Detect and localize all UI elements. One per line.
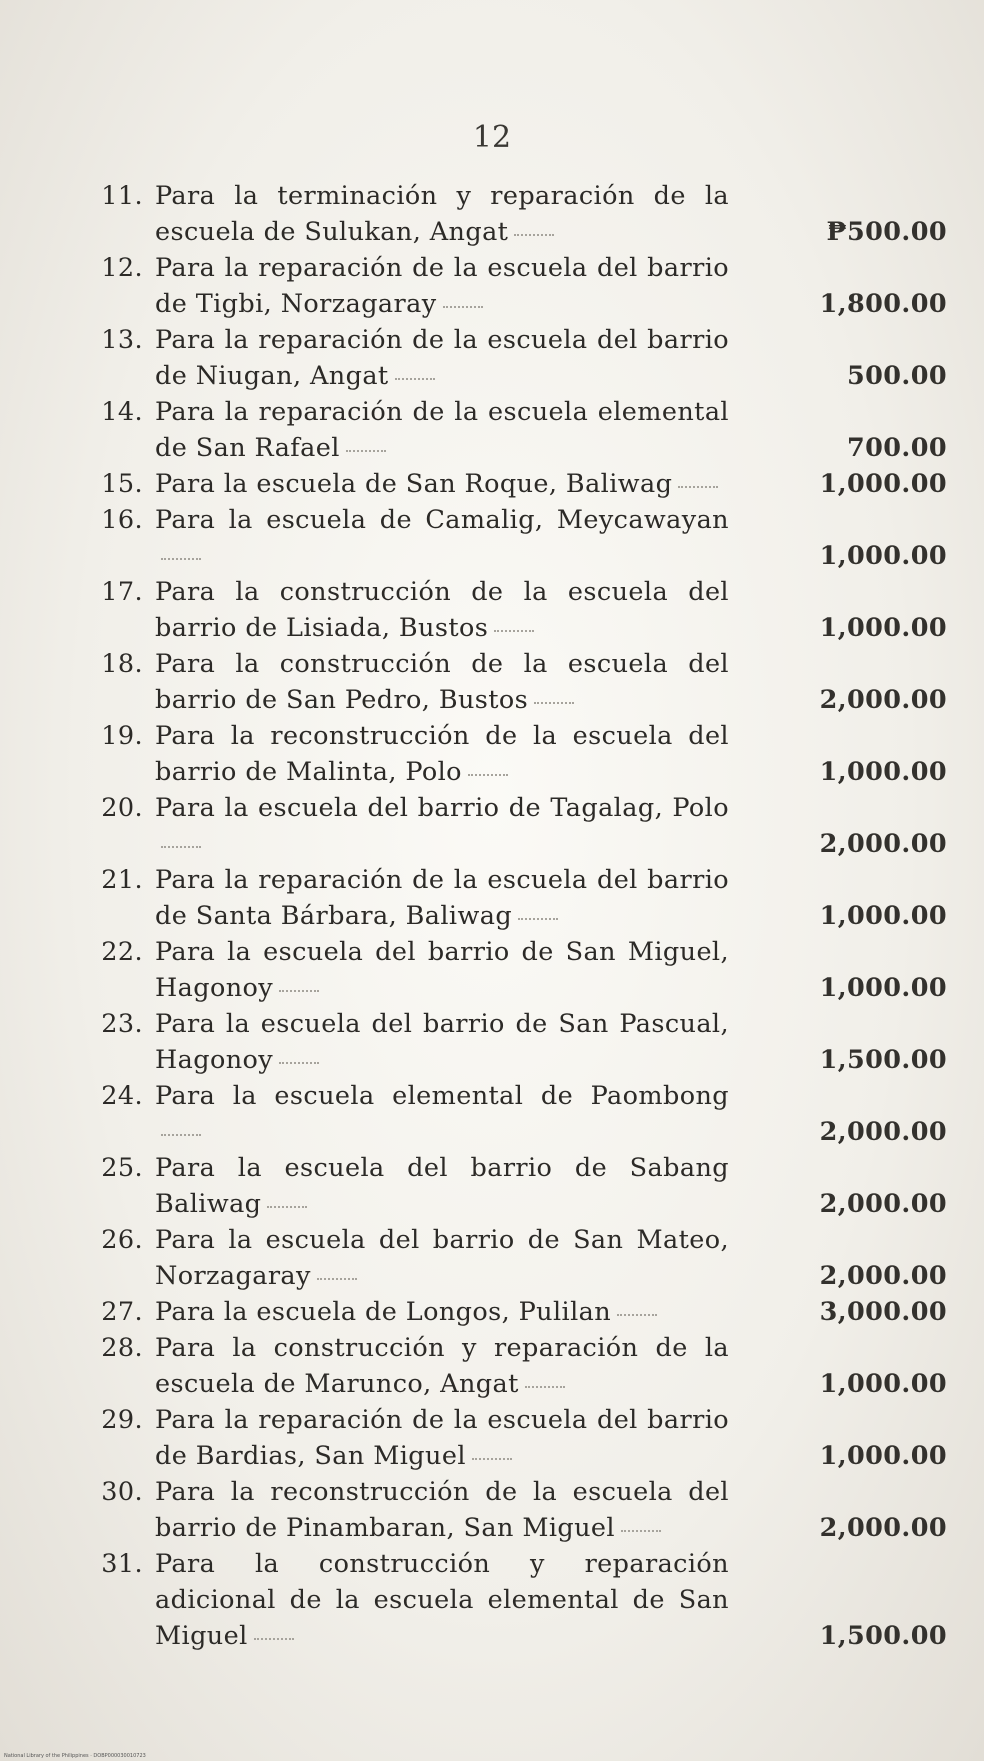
list-item [92, 1006, 947, 1078]
item-description: Para la reconstrucción de la escuela del barrio de Pinambaran, San Miguel [155, 1477, 729, 1543]
item-number: 20. [101, 793, 143, 823]
item-amount: 1,000.00 [819, 1441, 947, 1471]
item-amount: 700.00 [847, 433, 947, 463]
item-description: Para la escuela de Camalig, Meycawayan [155, 502, 729, 574]
list-item [92, 862, 947, 934]
item-description: Para la construcción y reparación de la escuela de Marunco, Angat [155, 1333, 729, 1399]
list-item [92, 1330, 947, 1402]
item-description: Para la escuela de Longos, Pulilan [155, 1294, 729, 1330]
list-item [92, 1402, 947, 1474]
list-item [92, 1150, 947, 1222]
item-number: 27. [101, 1297, 143, 1327]
list-item [92, 574, 947, 646]
item-number: 15. [101, 469, 143, 499]
item-amount: 1,500.00 [819, 1045, 947, 1075]
archive-credit: National Library of the Philippines · DOBP000030010723 [4, 1753, 146, 1759]
item-amount: ₱500.00 [826, 217, 947, 247]
item-description: Para la escuela de San Roque, Baliwag [155, 466, 729, 502]
item-number: 17. [101, 577, 143, 607]
list-item [92, 934, 947, 1006]
item-amount: 3,000.00 [819, 1297, 947, 1327]
item-number: 26. [101, 1225, 143, 1255]
item-description: Para la escuela elemental de Paombong [155, 1078, 729, 1150]
item-amount: 2,000.00 [819, 1189, 947, 1219]
item-amount: 1,000.00 [819, 973, 947, 1003]
list-item [92, 1546, 947, 1654]
item-description: Para la escuela del barrio de San Mateo, Norzagaray [155, 1225, 729, 1291]
item-description: Para la reparación de la escuela del barrio de Santa Bárbara, Baliwag [155, 865, 729, 931]
item-description: Para la reconstrucción de la escuela del barrio de Malinta, Polo [155, 721, 729, 787]
item-number: 28. [101, 1333, 143, 1363]
item-number: 14. [101, 397, 143, 427]
item-amount: 2,000.00 [819, 1261, 947, 1291]
item-amount: 1,000.00 [819, 469, 947, 499]
list-item [92, 502, 947, 574]
list-item [92, 322, 947, 394]
item-description: Para la escuela del barrio de San Miguel, Hagonoy [155, 937, 729, 1003]
item-description: Para la construcción de la escuela del barrio de San Pedro, Bustos [155, 649, 729, 715]
item-description: Para la escuela del barrio de San Pascual, Hagonoy [155, 1009, 729, 1075]
list-item [92, 1294, 947, 1330]
item-number: 16. [101, 505, 143, 535]
item-description: Para la terminación y reparación de la escuela de Sulukan, Angat [155, 181, 729, 247]
list-item [92, 394, 947, 466]
item-number: 12. [101, 253, 143, 283]
page-number: 12 [472, 120, 512, 155]
item-amount: 2,000.00 [819, 1117, 947, 1147]
item-number: 11. [101, 181, 143, 211]
item-number: 19. [101, 721, 143, 751]
item-amount: 2,000.00 [819, 685, 947, 715]
item-number: 21. [101, 865, 143, 895]
item-number: 29. [101, 1405, 143, 1435]
item-description: Para la construcción y reparación adicional de la escuela elemental de San Miguel [155, 1549, 729, 1651]
item-amount: 2,000.00 [819, 829, 947, 859]
list-item [92, 178, 947, 250]
appropriation-list [92, 178, 947, 1654]
item-amount: 1,000.00 [819, 613, 947, 643]
item-description: Para la escuela del barrio de Tagalag, Polo [155, 790, 729, 862]
list-item [92, 646, 947, 718]
list-item [92, 1078, 947, 1150]
item-amount: 500.00 [847, 361, 947, 391]
item-number: 23. [101, 1009, 143, 1039]
list-item [92, 790, 947, 862]
item-number: 22. [101, 937, 143, 967]
item-amount: 1,000.00 [819, 1369, 947, 1399]
item-amount: 2,000.00 [819, 1513, 947, 1543]
item-number: 18. [101, 649, 143, 679]
item-amount: 1,000.00 [819, 541, 947, 571]
list-item [92, 250, 947, 322]
item-number: 24. [101, 1081, 143, 1111]
item-number: 31. [101, 1549, 143, 1579]
item-description: Para la escuela del barrio de Sabang Baliwag [155, 1153, 729, 1219]
item-number: 25. [101, 1153, 143, 1183]
item-description: Para la reparación de la escuela elemental de San Rafael [155, 397, 729, 463]
list-item [92, 1222, 947, 1294]
item-amount: 1,000.00 [819, 901, 947, 931]
item-amount: 1,000.00 [819, 757, 947, 787]
item-description: Para la reparación de la escuela del barrio de Bardias, San Miguel [155, 1405, 729, 1471]
list-item [92, 1474, 947, 1546]
list-item [92, 466, 947, 502]
item-description: Para la reparación de la escuela del barrio de Tigbi, Norzagaray [155, 253, 729, 319]
item-amount: 1,500.00 [819, 1621, 947, 1651]
item-number: 30. [101, 1477, 143, 1507]
item-description: Para la reparación de la escuela del barrio de Niugan, Angat [155, 325, 729, 391]
item-number: 13. [101, 325, 143, 355]
item-amount: 1,800.00 [819, 289, 947, 319]
item-description: Para la construcción de la escuela del barrio de Lisiada, Bustos [155, 577, 729, 643]
list-item [92, 718, 947, 790]
